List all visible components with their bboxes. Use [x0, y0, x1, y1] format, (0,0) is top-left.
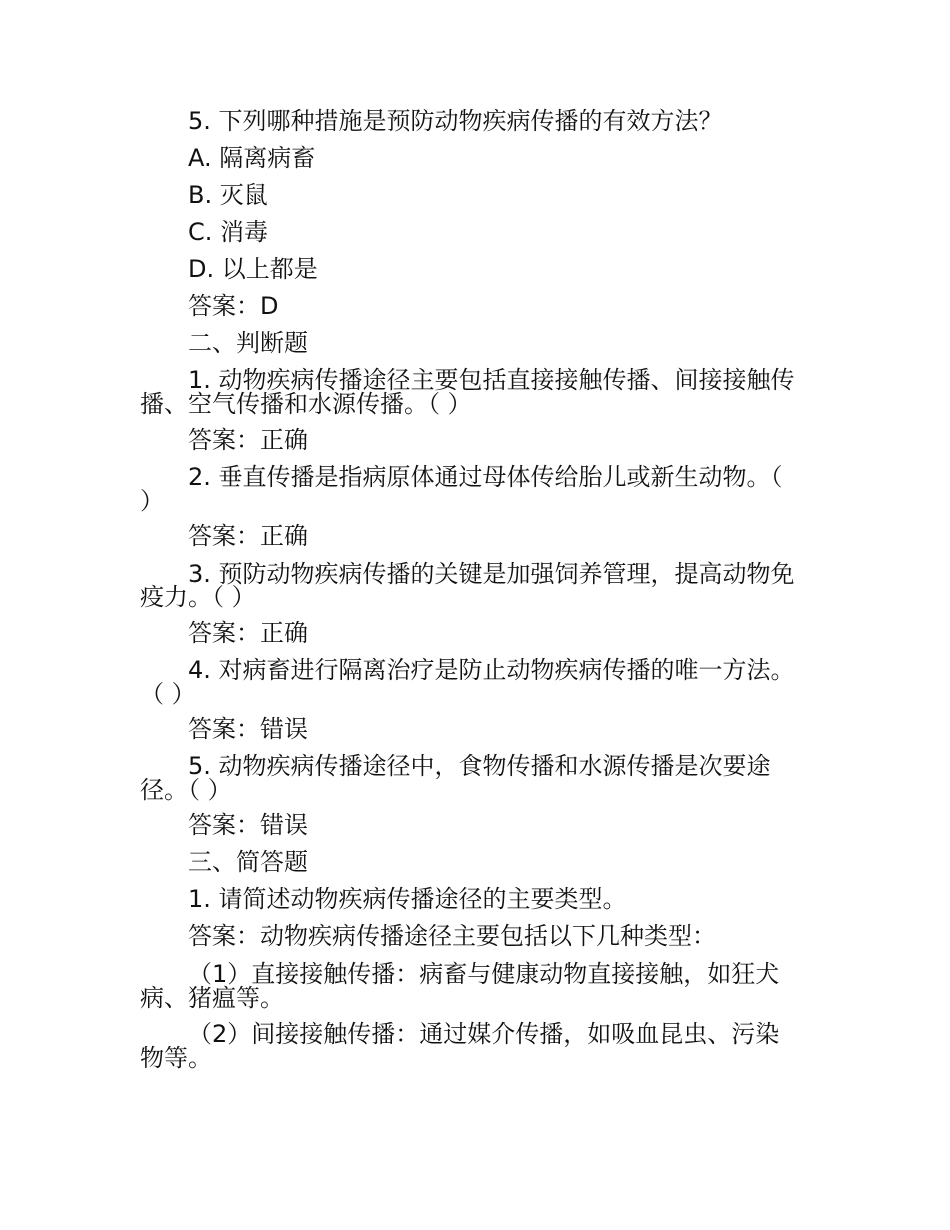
tf-item-4-line1: 4. 对病畜进行隔离治疗是防止动物疾病传播的唯一方法。	[188, 656, 795, 684]
option-d: D. 以上都是	[188, 255, 318, 283]
tf-item-3-answer: 答案：正确	[188, 619, 308, 647]
tf-item-1-line1: 1. 动物疾病传播途径主要包括直接接触传播、间接接触传	[188, 366, 795, 394]
tf-item-5-line1: 5. 动物疾病传播途径中，食物传播和水源传播是次要途	[188, 752, 771, 780]
tf-item-4-answer: 答案：错误	[188, 715, 308, 743]
tf-item-2-answer: 答案：正确	[188, 522, 308, 550]
section-heading: 二、判断题	[188, 329, 308, 357]
tf-item-1-line2: 播、空气传播和水源传播。（ ）	[140, 390, 472, 418]
answer: 答案：D	[188, 292, 279, 320]
tf-item-2-line1: 2. 垂直传播是指病原体通过母体传给胎儿或新生动物。（	[188, 463, 783, 491]
question-text: 5. 下列哪种措施是预防动物疾病传播的有效方法？	[188, 107, 723, 135]
tf-item-3-line2: 疫力。（ ）	[140, 583, 256, 611]
question-text: 1. 请简述动物疾病传播途径的主要类型。	[188, 885, 627, 913]
tf-item-2-line2: ）	[140, 487, 164, 515]
option-b: B. 灭鼠	[188, 181, 268, 209]
answer-point-2-line1: （2）间接接触传播：通过媒介传播，如吸血昆虫、污染	[188, 1020, 780, 1048]
tf-item-4-line2: （ ）	[140, 680, 196, 708]
section-heading: 三、简答题	[188, 848, 308, 876]
answer-point-1-line2: 病、猪瘟等。	[140, 984, 284, 1012]
tf-item-1-answer: 答案：正确	[188, 426, 308, 454]
tf-item-3-line1: 3. 预防动物疾病传播的关键是加强饲养管理，提高动物免	[188, 560, 795, 588]
answer-point-2-line2: 物等。	[140, 1044, 212, 1072]
option-c: C. 消毒	[188, 218, 269, 246]
answer-intro: 答案：动物疾病传播途径主要包括以下几种类型：	[188, 922, 716, 950]
tf-item-5-line2: 径。（ ）	[140, 776, 232, 804]
tf-item-5-answer: 答案：错误	[188, 811, 308, 839]
option-a: A. 隔离病畜	[188, 144, 316, 172]
answer-point-1-line1: （1）直接接触传播：病畜与健康动物直接接触，如狂犬	[188, 960, 780, 988]
